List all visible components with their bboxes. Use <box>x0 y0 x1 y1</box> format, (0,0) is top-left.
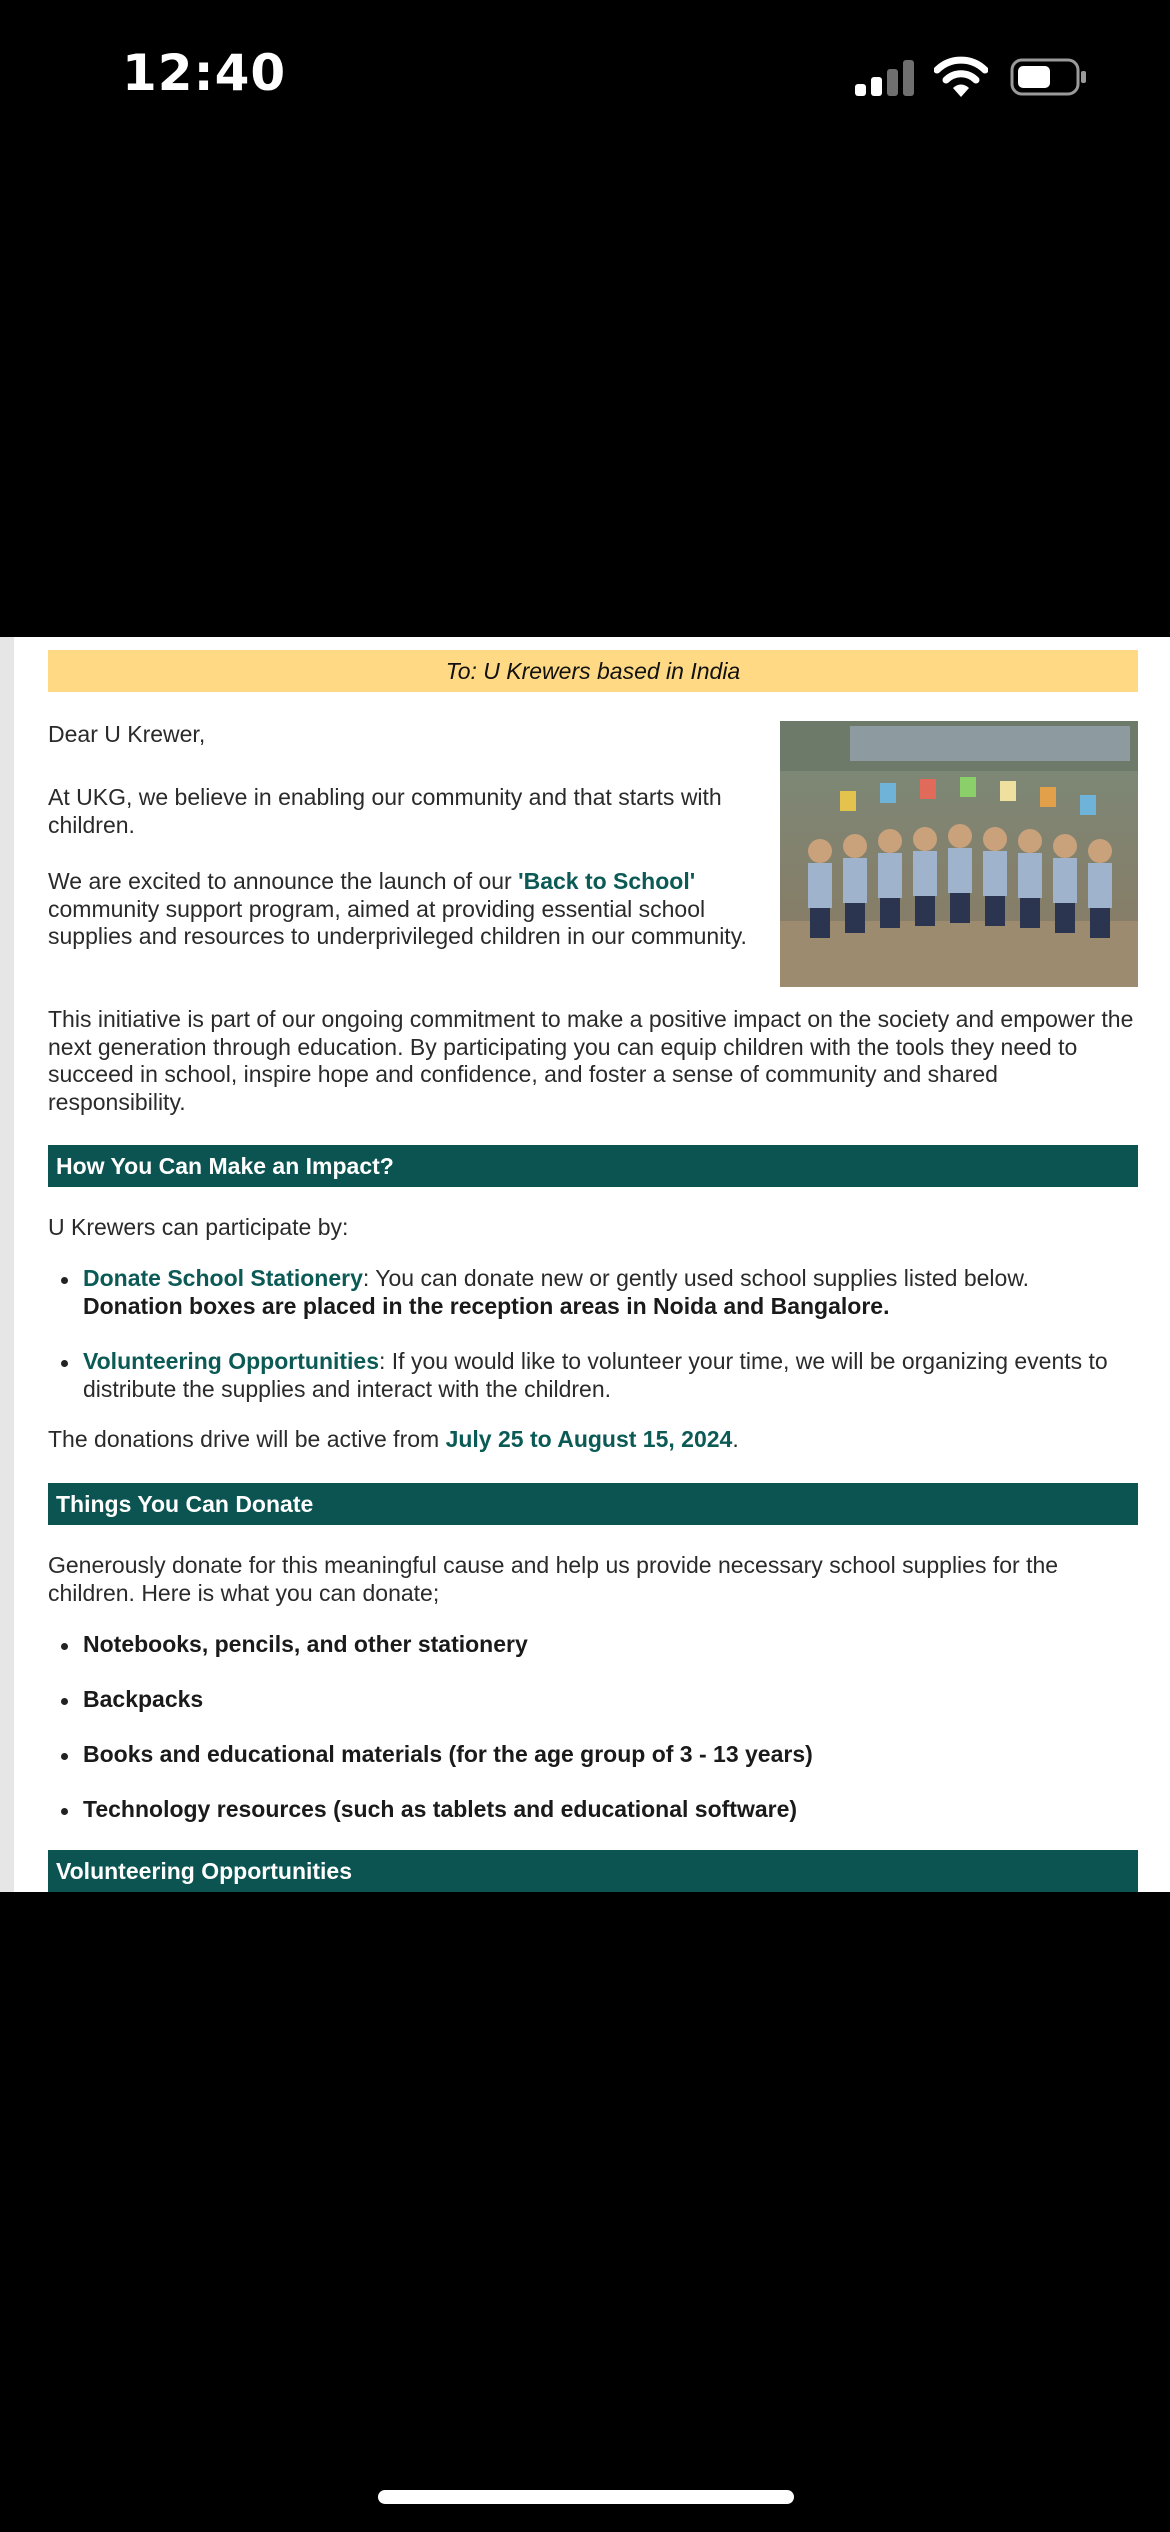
bullet-dot <box>61 1753 68 1760</box>
email-body[interactable] <box>0 637 1170 1892</box>
intro-paragraph-3: This initiative is part of our ongoing commitment to make a positive impact on the society and empower the next generation through education. By participating you can equip children with the tools they need to succeed in school, inspire hope and confidence, and foster a sense of community and shared responsibility. <box>48 1006 1134 1115</box>
recipient-banner: To: U Krewers based in India <box>48 650 1138 692</box>
bullet-dot <box>61 1698 68 1705</box>
participate-intro: U Krewers can participate by: <box>48 1214 349 1240</box>
donate-item: Books and educational materials (for the age group of 3 - 13 years) <box>83 1741 813 1767</box>
bullet-2-dot <box>61 1360 68 1367</box>
battery-icon <box>1010 58 1088 96</box>
donate-item: Backpacks <box>83 1686 204 1712</box>
participation-item-donate: Donate School Stationery: You can donate new or gently used school supplies listed below. Donation boxes are placed in the reception areas in Noida and Bangalore. <box>83 1265 1030 1319</box>
participation-item-volunteer: Volunteering Opportunities: If you would like to volunteer your time, we will be organizing events to distribute the supplies and interact with the children. <box>83 1348 1108 1402</box>
donate-item: Notebooks, pencils, and other stationery <box>83 1631 528 1657</box>
donate-intro: Generously donate for this meaningful cause and help us provide necessary school supplies for the children. Here is what you can donate; <box>48 1552 1059 1606</box>
intro-paragraph-1: At UKG, we believe in enabling our community and that starts with children. <box>48 784 722 838</box>
bullet-dot <box>61 1643 68 1650</box>
bullet-1-dot <box>61 1277 68 1284</box>
home-indicator[interactable] <box>378 2490 794 2504</box>
bullet-dot <box>61 1808 68 1815</box>
section-header-donate: Things You Can Donate <box>48 1483 1138 1525</box>
drive-dates-line: The donations drive will be active from July 25 to August 15, 2024. <box>48 1426 739 1452</box>
section-header-volunteering: Volunteering Opportunities <box>48 1850 1138 1892</box>
cellular-signal-icon <box>855 58 915 96</box>
section-header-impact: How You Can Make an Impact? <box>48 1145 1138 1187</box>
status-time: 12:40 <box>122 44 287 102</box>
program-name: 'Back to School' <box>518 868 696 894</box>
children-photo <box>780 721 1138 987</box>
greeting: Dear U Krewer, <box>48 721 206 747</box>
intro-paragraph-2: We are excited to announce the launch of our 'Back to School' community support program, aimed at providing essential school supplies and resources to underprivileged children in our community. <box>48 868 747 949</box>
wifi-icon <box>934 56 988 98</box>
donate-item: Technology resources (such as tablets and educational software) <box>83 1796 798 1822</box>
